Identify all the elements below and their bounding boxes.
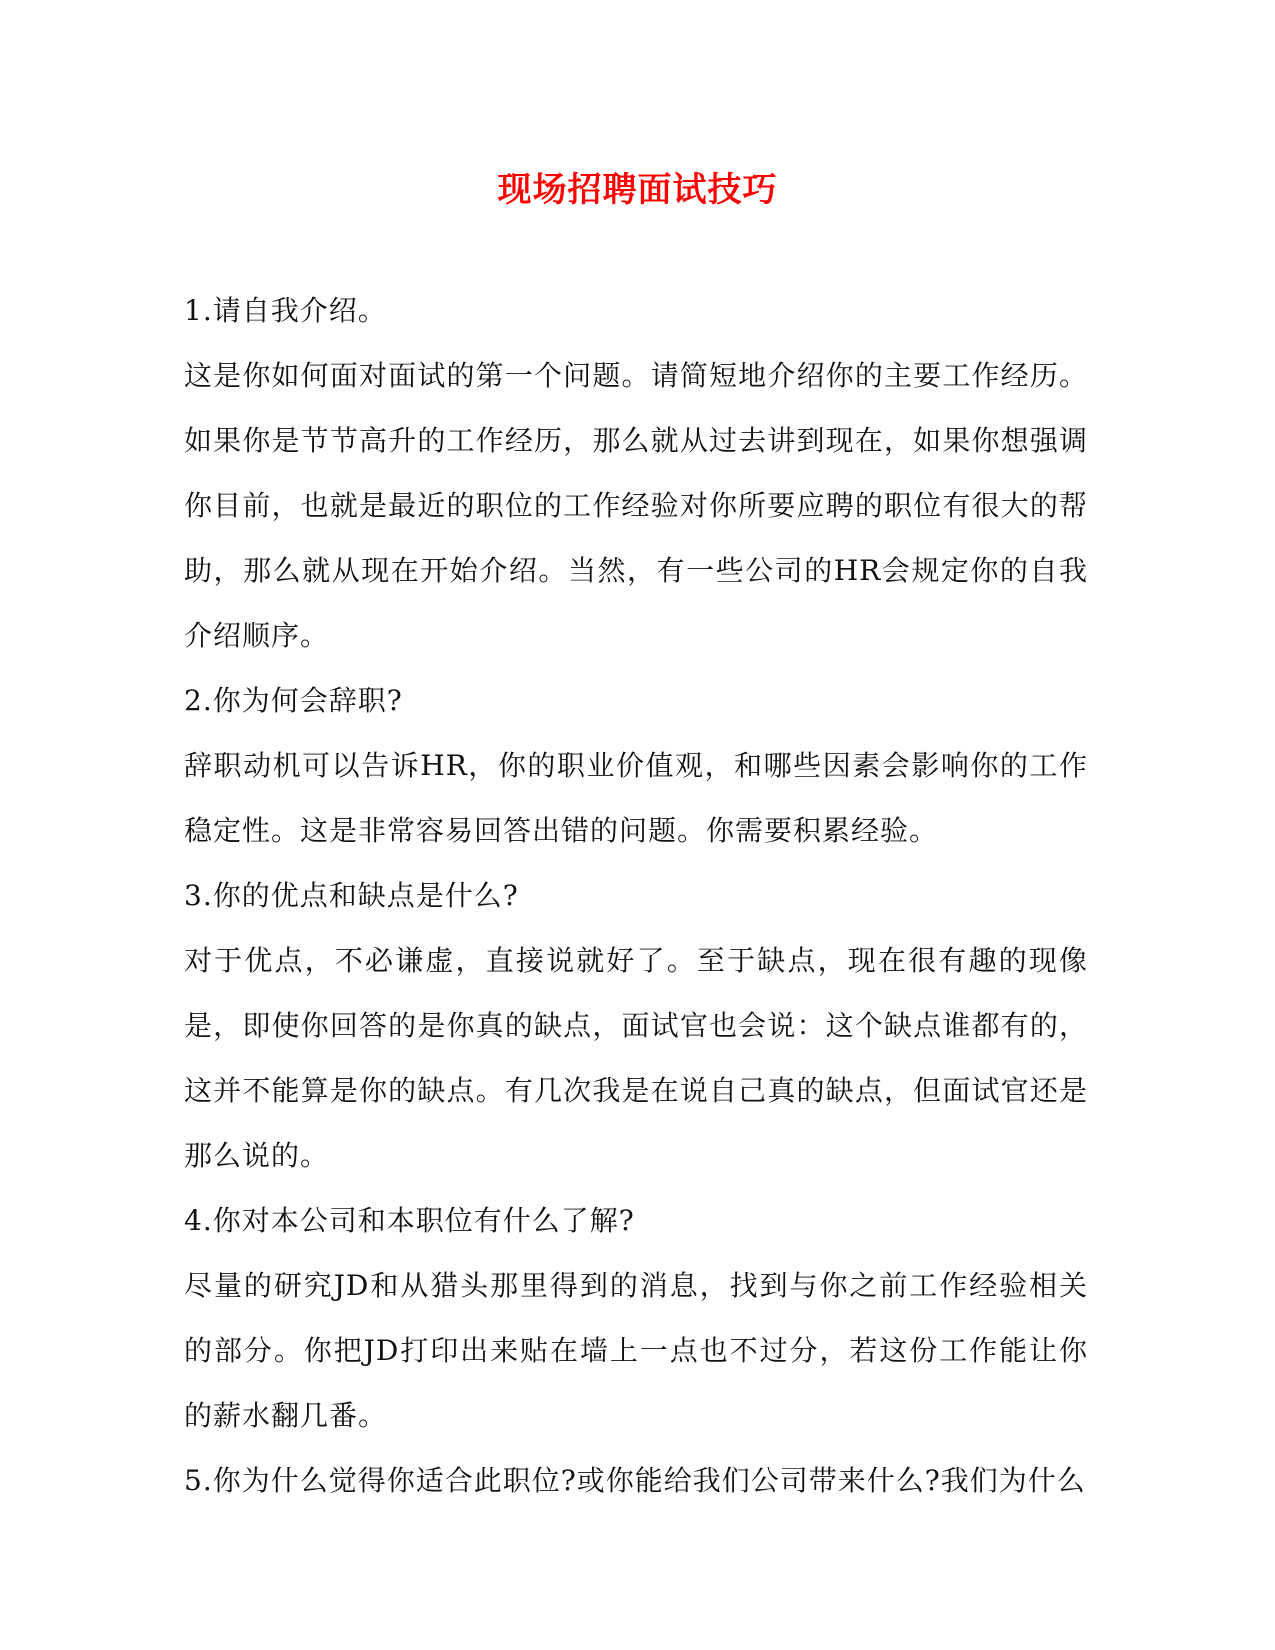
document-body [184, 278, 1088, 1513]
question-1: 1.请自我介绍。 [184, 294, 387, 327]
question-3: 3.你的优点和缺点是什么? [184, 879, 519, 912]
answer-1: 这是你如何面对面试的第一个问题。请简短地介绍你的主要工作经历。如果你是节节高升的工作经历，那么就从过去讲到现在，如果你想强调你目前，也就是最近的职位的工作经验对你所要应聘的职位有很大的帮助，那么就从现在开始介绍。当然，有一些公司的HR会规定你的自我介绍顺序。 [184, 359, 1088, 652]
question-4: 4.你对本公司和本职位有什么了解? [184, 1204, 635, 1237]
answer-2: 辞职动机可以告诉HR，你的职业价值观，和哪些因素会影响你的工作稳定性。这是非常容易回答出错的问题。你需要积累经验。 [184, 749, 1088, 847]
document-title: 现场招聘面试技巧 [497, 170, 778, 210]
answer-3: 对于优点，不必谦虚，直接说就好了。至于缺点，现在很有趣的现像是，即使你回答的是你真的缺点，面试官也会说：这个缺点谁都有的，这并不能算是你的缺点。有几次我是在说自己真的缺点，但面试官还是那么说的。 [184, 944, 1088, 1172]
question-2: 2.你为何会辞职? [184, 684, 403, 717]
answer-4: 尽量的研究JD和从猎头那里得到的消息，找到与你之前工作经验相关的部分。你把JD打印出来贴在墙上一点也不过分，若这份工作能让你的薪水翻几番。 [184, 1269, 1088, 1432]
question-5: 5.你为什么觉得你适合此职位?或你能给我们公司带来什么?我们为什么 [184, 1464, 1086, 1497]
